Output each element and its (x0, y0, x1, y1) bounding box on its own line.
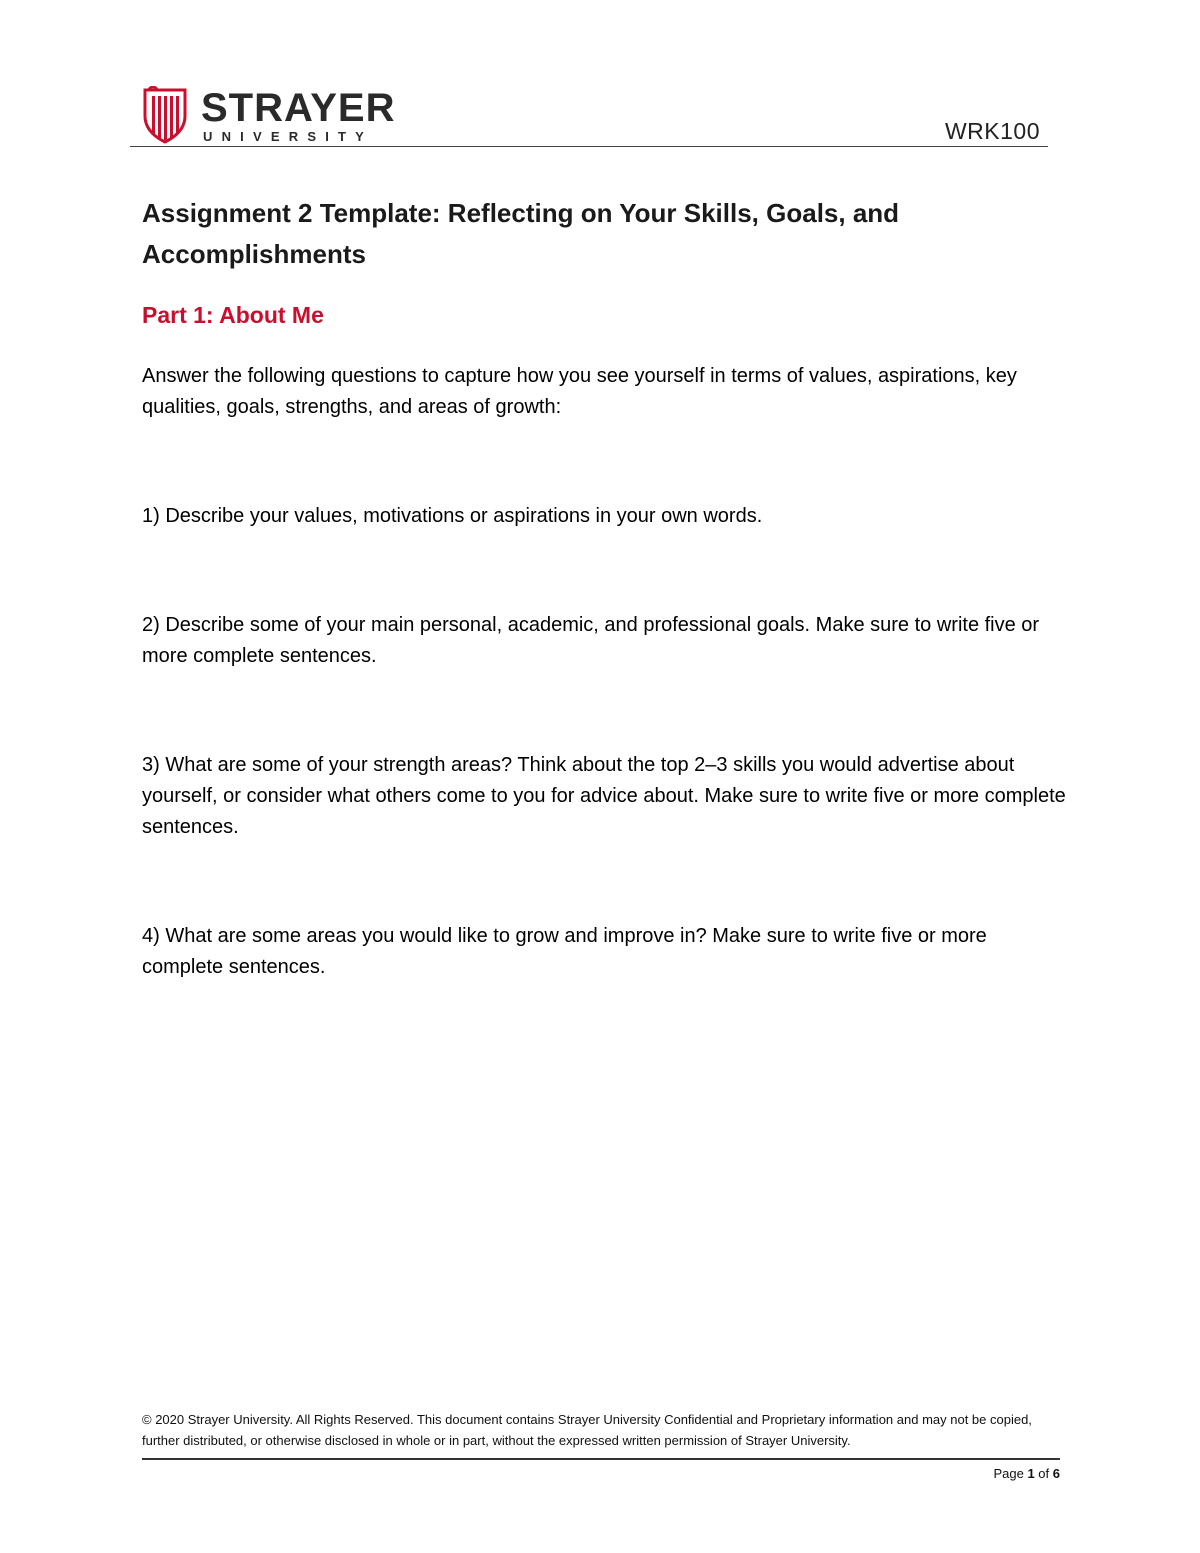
document-title: Assignment 2 Template: Reflecting on Your Skills, Goals, and Accomplishments (142, 198, 900, 269)
strayer-logo (143, 86, 396, 146)
logo-wordmark: STRAYER (201, 86, 396, 130)
intro-paragraph: Answer the following questions to capture how you see yourself in terms of values, aspirations, key qualities, goals, strengths, and areas of growth: (142, 365, 1017, 418)
footer-legal-notice: © 2020 Strayer University. All Rights Reserved. This document contains Strayer University Confidential and Proprietary information and may not be copied, further distributed, or otherwise disclosed in whole or in part, without the expressed written permission of Strayer University. (142, 1412, 1032, 1448)
question-3: 3) What are some of your strength areas? Think about the top 2–3 skills you would advertise about yourself, or consider what others come to you for advice about. Make sure to write five or more complete sentences. (142, 754, 1066, 838)
part-heading: Part 1: About Me (142, 302, 324, 328)
question-4: 4) What are some areas you would like to grow and improve in? Make sure to write five or more complete sentences. (142, 925, 987, 978)
page-label: Page (993, 1466, 1024, 1481)
logo-subtitle: UNIVERSITY (203, 129, 374, 144)
footer-divider (142, 1458, 1060, 1460)
column-shield-icon (143, 86, 187, 144)
page-number (993, 1466, 1060, 1481)
page-of: of (1038, 1466, 1050, 1481)
question-2: 2) Describe some of your main personal, academic, and professional goals. Make sure to write five or more complete sentences. (142, 614, 1040, 667)
page-current: 1 (1027, 1466, 1035, 1481)
question-1: 1) Describe your values, motivations or aspirations in your own words. (142, 505, 763, 527)
page-total: 6 (1052, 1466, 1060, 1481)
course-code: WRK100 (944, 118, 1040, 144)
header-divider (130, 146, 1048, 147)
